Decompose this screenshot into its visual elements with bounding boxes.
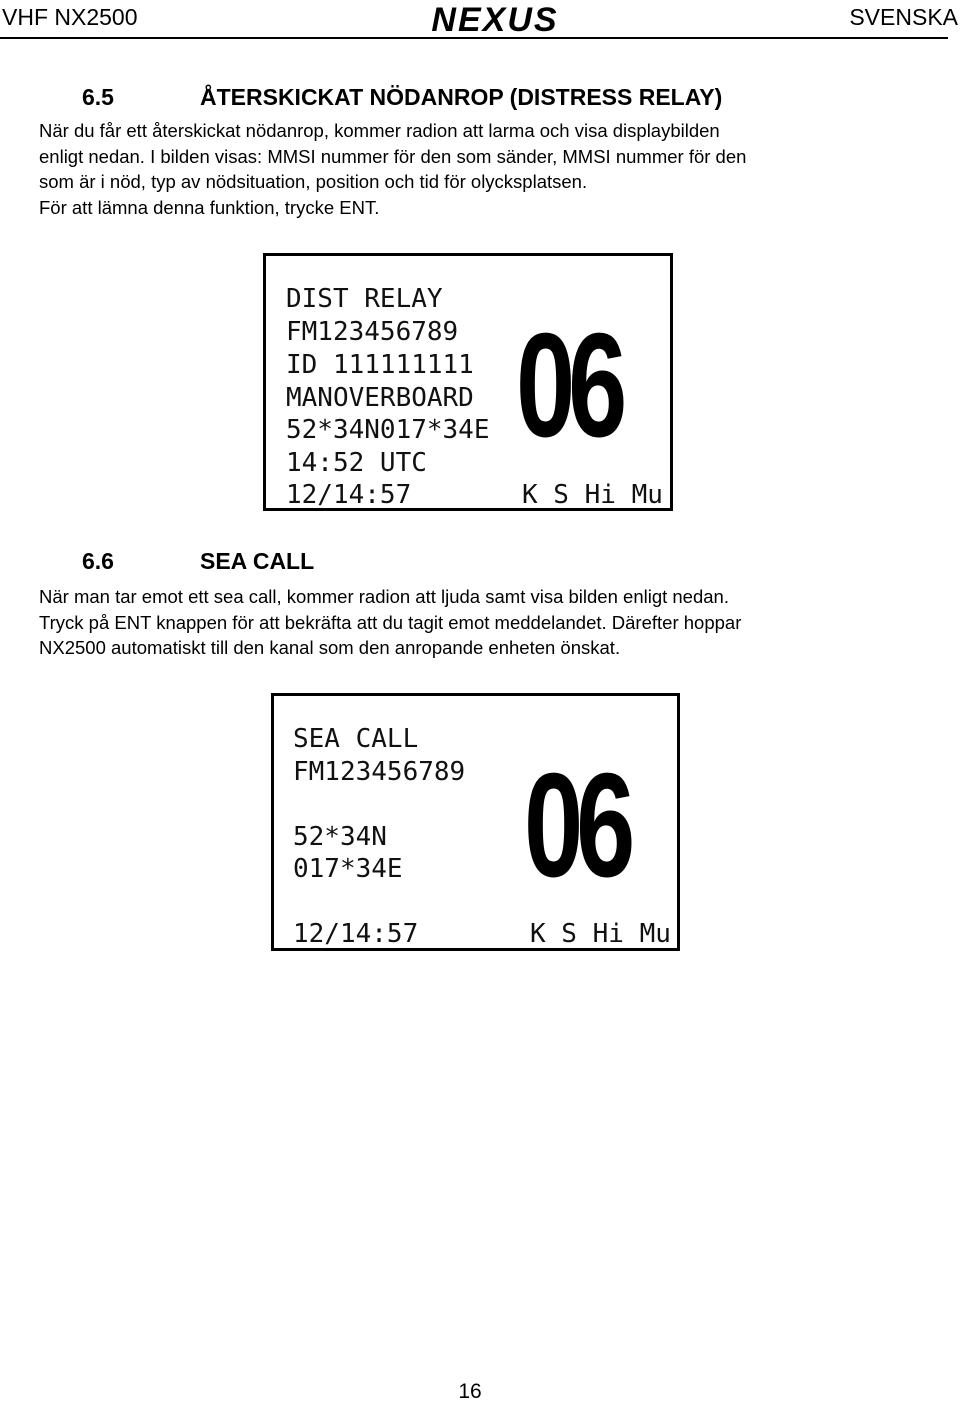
lcd-line: ID 111111111 bbox=[286, 350, 474, 380]
page-number: 16 bbox=[458, 1380, 482, 1403]
section-number: 6.6 bbox=[82, 548, 114, 574]
model-name: VHF NX2500 bbox=[2, 4, 138, 30]
channel-number: 06 bbox=[524, 743, 629, 908]
header-divider bbox=[0, 37, 948, 39]
lcd-line: 52*34N017*34E bbox=[286, 415, 490, 445]
lcd-line: MANOVERBOARD bbox=[286, 383, 474, 413]
lcd-line: 12/14:57 bbox=[286, 480, 412, 510]
lcd-line: FM123456789 bbox=[293, 757, 466, 787]
paragraph-line: enligt nedan. I bilden visas: MMSI nummer för den som sänder, MMSI nummer för den bbox=[39, 145, 747, 167]
paragraph-line: När du får ett återskickat nödanrop, kommer radion att larma och visa displaybilden bbox=[39, 120, 720, 141]
lcd-line: 017*34E bbox=[293, 854, 403, 884]
lcd-line: FM123456789 bbox=[286, 317, 459, 347]
lcd-line: 12/14:57 bbox=[293, 919, 419, 949]
page-header bbox=[0, 0, 960, 40]
nexus-logo bbox=[380, 2, 610, 34]
paragraph-line: som är i nöd, typ av nödsituation, position och tid för olycksplatsen. bbox=[39, 171, 588, 192]
section-6-5-paragraph bbox=[39, 118, 746, 220]
lcd-line: DIST RELAY bbox=[286, 284, 443, 314]
lcd-line: 52*34N bbox=[293, 822, 387, 852]
section-title: SEA CALL bbox=[200, 548, 315, 574]
section-6-6-heading bbox=[82, 548, 482, 574]
lcd-line: SEA CALL bbox=[293, 724, 419, 754]
logo-text: NEXUS bbox=[431, 2, 559, 34]
section-6-6-paragraph bbox=[39, 584, 741, 661]
lcd-display-sea-call bbox=[271, 693, 680, 951]
status-indicators: K S Hi Mu bbox=[530, 919, 671, 949]
paragraph-line: NX2500 automatiskt till den kanal som den anropande enheten önskat. bbox=[39, 637, 621, 658]
section-title: ÅTERSKICKAT NÖDANROP (DISTRESS RELAY) bbox=[200, 84, 723, 110]
channel-number: 06 bbox=[516, 303, 621, 468]
language-label: SVENSKA bbox=[849, 4, 958, 30]
section-number: 6.5 bbox=[82, 84, 114, 110]
lcd-line: 14:52 UTC bbox=[286, 448, 427, 478]
paragraph-line: Tryck på ENT knappen för att bekräfta att du tagit emot meddelandet. Därefter hoppar bbox=[39, 611, 742, 633]
paragraph-line: När man tar emot ett sea call, kommer radion att ljuda samt visa bilden enligt nedan. bbox=[39, 586, 729, 607]
paragraph-line: För att lämna denna funktion, trycke ENT. bbox=[39, 196, 380, 218]
status-indicators: K S Hi Mu bbox=[522, 480, 663, 510]
lcd-display-distress-relay bbox=[263, 253, 673, 511]
section-6-5-heading bbox=[82, 84, 842, 110]
